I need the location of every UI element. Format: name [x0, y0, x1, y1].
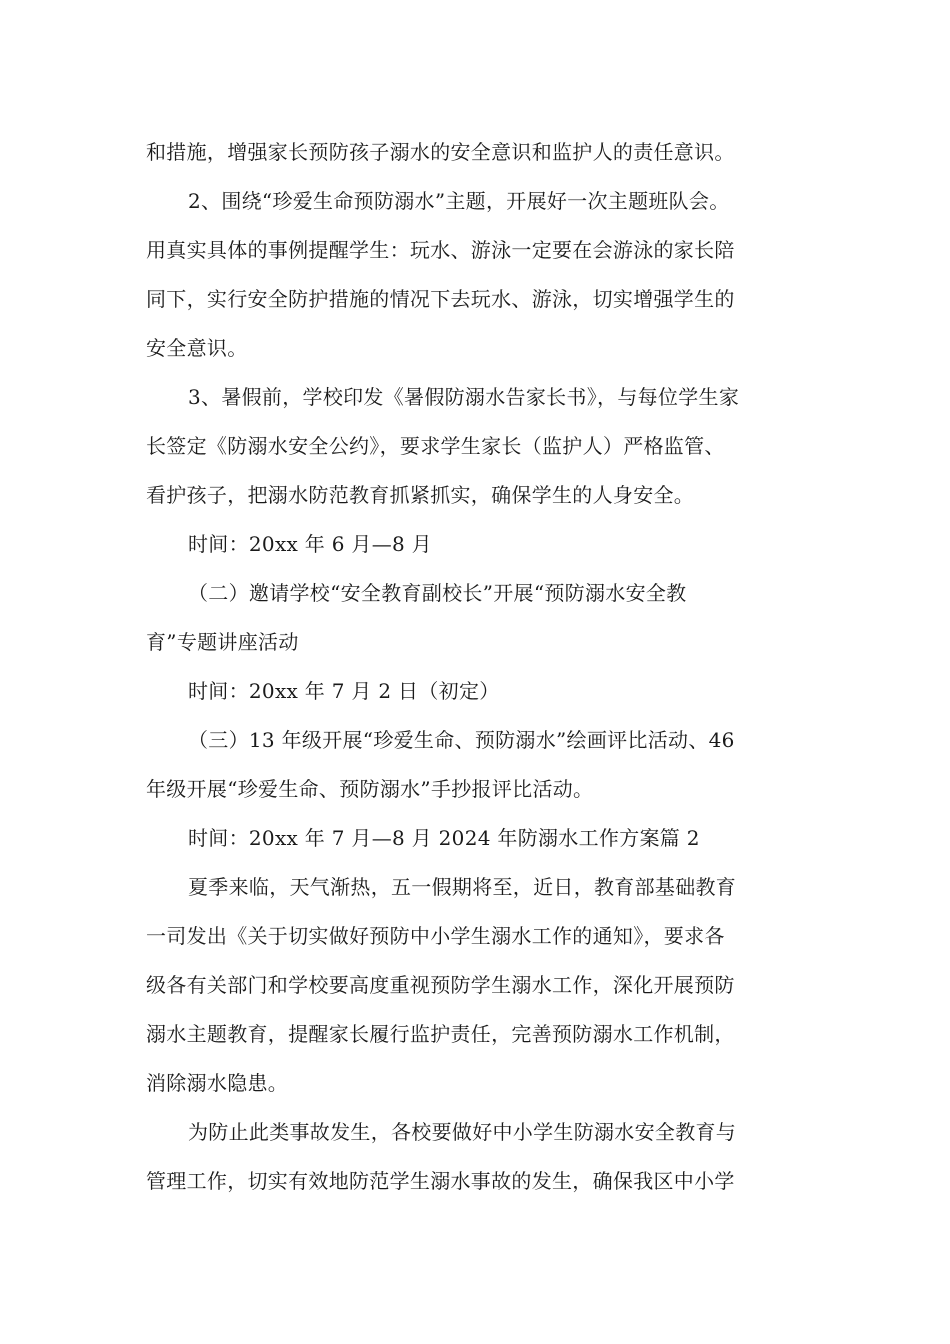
text-line: 时间：20xx 年 7 月 2 日（初定）: [188, 679, 500, 703]
text-line: 级各有关部门和学校要高度重视预防学生溺水工作，深化开展预防: [146, 973, 735, 997]
paragraph-p7: [146, 716, 816, 814]
paragraph-p9: [146, 863, 816, 1108]
text-line: 3、暑假前，学校印发《暑假防溺水告家长书》，与每位学生家: [188, 385, 740, 409]
text-line: 安全意识。: [146, 336, 248, 360]
text-line: 2、围绕“珍爱生命预防溺水”主题，开展好一次主题班队会。: [188, 189, 730, 213]
document-body: [146, 128, 816, 1206]
paragraph-p5: [146, 569, 816, 667]
paragraph-p4: [146, 520, 816, 569]
text-line: 为防止此类事故发生，各校要做好中小学生防溺水安全教育与: [188, 1120, 737, 1144]
paragraph-p3: [146, 373, 816, 520]
text-line: （二）邀请学校“安全教育副校长”开展“预防溺水安全教: [188, 581, 687, 605]
text-line: 消除溺水隐患。: [146, 1071, 289, 1095]
text-line: 看护孩子，把溺水防范教育抓紧抓实，确保学生的人身安全。: [146, 483, 695, 507]
text-line: 一司发出《关于切实做好预防中小学生溺水工作的通知》，要求各: [146, 924, 725, 948]
text-line: 夏季来临，天气渐热，五一假期将至，近日，教育部基础教育: [188, 875, 737, 899]
text-line: 长签定《防溺水安全公约》，要求学生家长（监护人）严格监管、: [146, 434, 725, 458]
paragraph-p8: [146, 814, 816, 863]
text-line: 管理工作，切实有效地防范学生溺水事故的发生，确保我区中小学: [146, 1169, 735, 1193]
text-line: 同下，实行安全防护措施的情况下去玩水、游泳，切实增强学生的: [146, 287, 735, 311]
text-line: 和措施，增强家长预防孩子溺水的安全意识和监护人的责任意识。: [146, 140, 735, 164]
paragraph-p6: [146, 667, 816, 716]
paragraph-p2: [146, 177, 816, 373]
paragraph-p10: [146, 1108, 816, 1206]
text-line: （三）13 年级开展“珍爱生命、预防溺水”绘画评比活动、46: [188, 728, 735, 752]
text-line: 育”专题讲座活动: [146, 630, 299, 654]
text-line: 时间：20xx 年 7 月—8 月 2024 年防溺水工作方案篇 2: [188, 826, 700, 850]
text-line: 年级开展“珍爱生命、预防溺水”手抄报评比活动。: [146, 777, 594, 801]
text-line: 溺水主题教育，提醒家长履行监护责任，完善预防溺水工作机制，: [146, 1022, 735, 1046]
text-line: 时间：20xx 年 6 月—8 月: [188, 532, 432, 556]
text-line: 用真实具体的事例提醒学生：玩水、游泳一定要在会游泳的家长陪: [146, 238, 735, 262]
paragraph-p1: [146, 128, 816, 177]
